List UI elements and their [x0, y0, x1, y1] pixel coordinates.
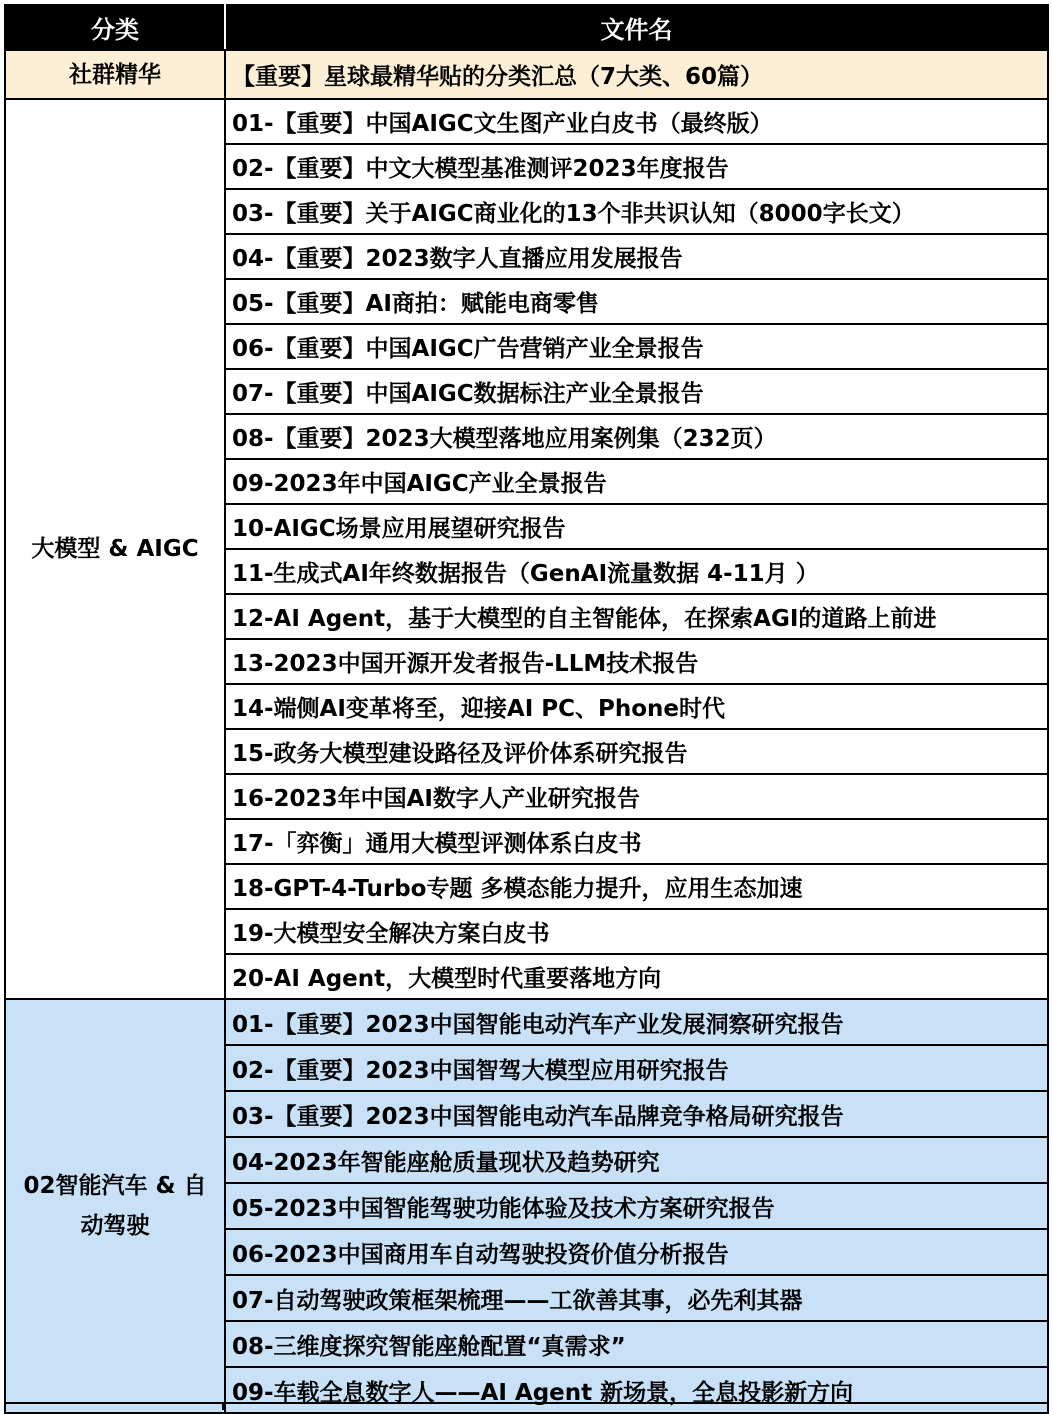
file-cell: 05-2023中国智能驾驶功能体验及技术方案研究报告	[225, 1183, 1048, 1229]
file-cell: 【重要】星球最精华贴的分类汇总（7大类、60篇）	[225, 50, 1048, 99]
file-cell: 19-大模型安全解决方案白皮书	[225, 909, 1048, 954]
file-cell: 10-AIGC场景应用展望研究报告	[225, 504, 1048, 549]
header-row	[5, 5, 1048, 50]
file-cell: 07-【重要】中国AIGC数据标注产业全景报告	[225, 369, 1048, 414]
file-cell: 14-端侧AI变革将至，迎接AI PC、Phone时代	[225, 684, 1048, 729]
file-cell: 05-【重要】AI商拍：赋能电商零售	[225, 279, 1048, 324]
table-row	[5, 99, 1048, 144]
file-cell: 03-【重要】2023中国智能电动汽车品牌竞争格局研究报告	[225, 1091, 1048, 1137]
table-row	[5, 999, 1048, 1045]
category-cell-community: 社群精华	[5, 50, 225, 99]
file-cell: 11-生成式AI年终数据报告（GenAI流量数据 4-11月 ）	[225, 549, 1048, 594]
file-cell: 03-【重要】关于AIGC商业化的13个非共识认知（8000字长文）	[225, 189, 1048, 234]
category-cell: 大模型 & AIGC	[5, 99, 225, 999]
file-cell: 01-【重要】中国AIGC文生图产业白皮书（最终版）	[225, 99, 1048, 144]
file-cell: 20-AI Agent，大模型时代重要落地方向	[225, 954, 1048, 999]
file-cell: 07-自动驾驶政策框架梳理——工欲善其事，必先利其器	[225, 1275, 1048, 1321]
file-cell: 06-2023中国商用车自动驾驶投资价值分析报告	[225, 1229, 1048, 1275]
file-cell: 04-2023年智能座舱质量现状及趋势研究	[225, 1137, 1048, 1183]
file-cell: 02-【重要】2023中国智驾大模型应用研究报告	[225, 1045, 1048, 1091]
category-cell: 02智能汽车 & 自动驾驶	[5, 999, 225, 1413]
file-cell: 13-2023中国开源开发者报告-LLM技术报告	[225, 639, 1048, 684]
file-cell: 08-【重要】2023大模型落地应用案例集（232页）	[225, 414, 1048, 459]
filename-column-header: 文件名	[225, 5, 1048, 50]
file-cell: 06-【重要】中国AIGC广告营销产业全景报告	[225, 324, 1048, 369]
file-cell: 12-AI Agent，基于大模型的自主智能体，在探索AGI的道路上前进	[225, 594, 1048, 639]
file-cell: 02-【重要】中文大模型基准测评2023年度报告	[225, 144, 1048, 189]
table-bottom-edge	[4, 1402, 1047, 1410]
file-cell: 17-「弈衡」通用大模型评测体系白皮书	[225, 819, 1048, 864]
report-catalog-table	[4, 4, 1049, 1414]
file-cell: 16-2023年中国AI数字人产业研究报告	[225, 774, 1048, 819]
file-cell: 09-车载全息数字人——AI Agent 新场景，全息投影新方向	[225, 1367, 1048, 1413]
file-cell: 04-【重要】2023数字人直播应用发展报告	[225, 234, 1048, 279]
category-column-header: 分类	[5, 5, 225, 50]
file-cell: 18-GPT-4-Turbo专题 多模态能力提升，应用生态加速	[225, 864, 1048, 909]
community-row	[5, 50, 1048, 99]
file-cell: 09-2023年中国AIGC产业全景报告	[225, 459, 1048, 504]
file-cell: 08-三维度探究智能座舱配置“真需求”	[225, 1321, 1048, 1367]
file-cell: 01-【重要】2023中国智能电动汽车产业发展洞察研究报告	[225, 999, 1048, 1045]
file-cell: 15-政务大模型建设路径及评价体系研究报告	[225, 729, 1048, 774]
